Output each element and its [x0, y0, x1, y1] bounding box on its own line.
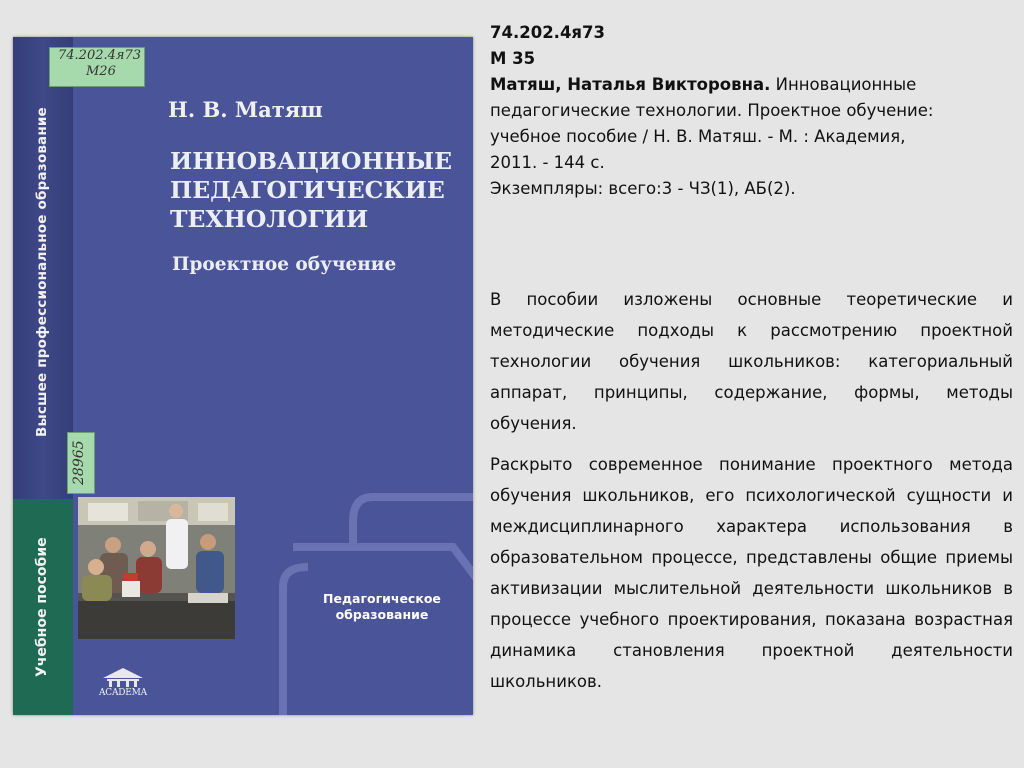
record-line: учебное пособие / Н. В. Матяш. - М. : Академия, [490, 127, 906, 146]
library-shelf-sticker: 74.202.4я73 М26 [49, 47, 145, 87]
record-line: педагогические технологии. Проектное обучение: [490, 101, 934, 120]
annotation-paragraph: В пособии изложены основные теоретические и методические подходы к рассмотрению проектной технологии обучения школьников: категориальный аппарат, принципы, содержание, формы, методы обучения. [490, 290, 1013, 433]
inventory-sticker: 28965 [67, 432, 95, 494]
record-title-start: Инновационные [770, 75, 917, 94]
series-label: Педагогическое образование [323, 591, 441, 622]
record-author-mark: М 35 [490, 49, 536, 68]
book-cover-image: Высшее профессиональное образование Учебное пособие 74.202.4я73 М26 28965 Н. В. Матяш ИННОВАЦИОННЫЕ ПЕДАГОГИЧЕСКИЕ ТЕХНОЛОГИИ Проектное обучение Педагогическое образование ACADEMA [13, 37, 473, 715]
cover-author: Н. В. Матяш [168, 97, 323, 122]
cover-title: ИННОВАЦИОННЫЕ ПЕДАГОГИЧЕСКИЕ ТЕХНОЛОГИИ [170, 147, 453, 233]
publisher-logo: ACADEMA [93, 666, 153, 706]
cover-front [73, 37, 473, 715]
record-author: Матяш, Наталья Викторовна. [490, 75, 771, 94]
record-copies: Экземпляры: всего:3 - ЧЗ(1), АБ(2). [490, 179, 796, 198]
record-line: 2011. - 144 с. [490, 153, 605, 172]
annotation-paragraph: Раскрыто современное понимание проектного метода обучения школьников, его психологической сущности и междисциплинарного характера использования в образовательном процессе, представлены общие приемы активизации мыслительной деятельности школьников в процессе учебного проектирования, показана возрастная динамика становления проектной деятельности школьников. [490, 455, 1013, 691]
record-index: 74.202.4я73 [490, 23, 605, 42]
record-title-line [490, 72, 1013, 98]
academy-building-icon [93, 666, 153, 688]
cover-subtitle: Проектное обучение [172, 254, 397, 275]
bibliographic-record [490, 20, 1013, 202]
book-annotation [490, 284, 1013, 697]
classroom-photo [78, 497, 235, 639]
